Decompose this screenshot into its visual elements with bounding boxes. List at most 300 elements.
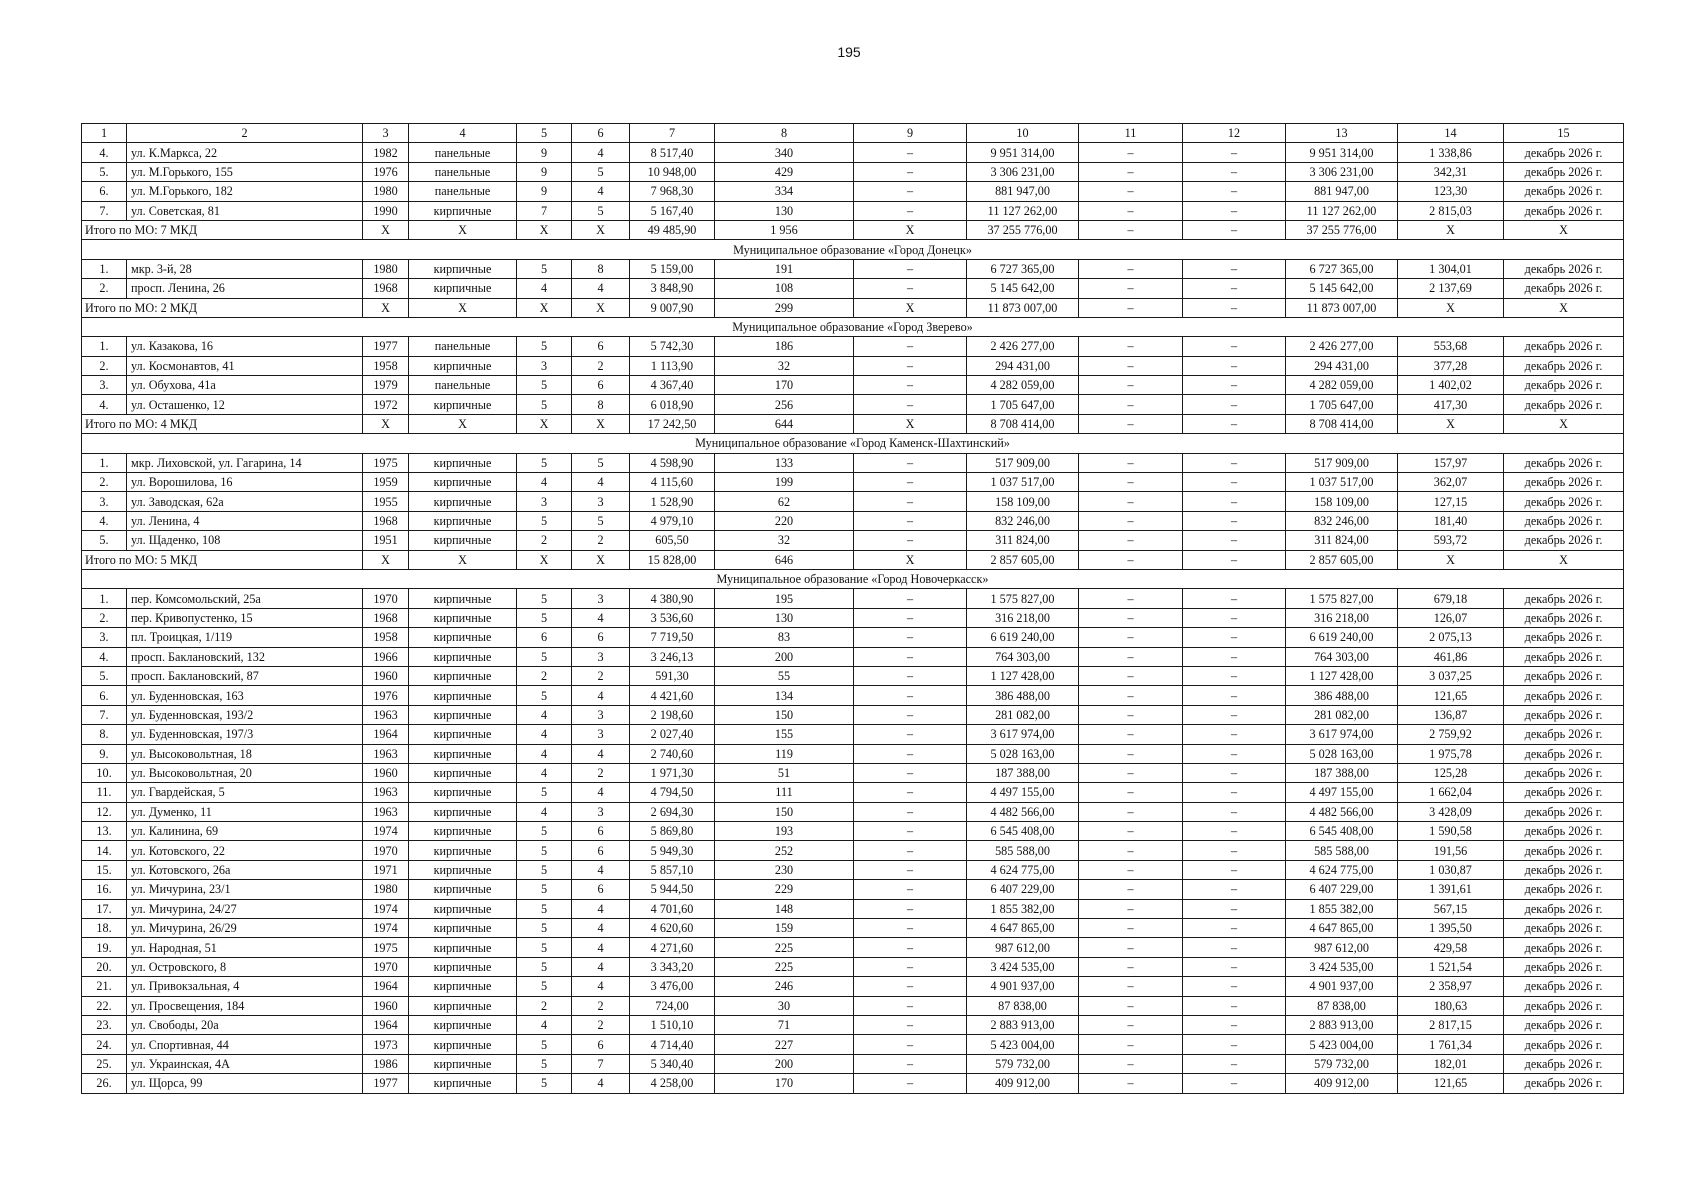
table-row <box>82 899 1624 918</box>
table-cell: 1 113,90 <box>630 356 715 375</box>
column-number-cell: 1 <box>82 124 127 143</box>
table-cell: 2. <box>82 356 127 375</box>
address-cell: ул. Народная, 51 <box>127 938 363 957</box>
column-number-cell: 12 <box>1183 124 1286 143</box>
table-cell: 2 <box>517 996 572 1015</box>
table-cell: 8 708 414,00 <box>1286 414 1398 433</box>
table-cell: 4 <box>572 608 630 627</box>
table-cell: 593,72 <box>1398 531 1504 550</box>
table-cell: 4 <box>572 143 630 162</box>
table-cell: 1964 <box>363 1015 409 1034</box>
table-cell: 6 <box>572 822 630 841</box>
table-cell: панельные <box>409 182 517 201</box>
table-cell: 1. <box>82 259 127 278</box>
table-cell: 6. <box>82 182 127 201</box>
table-cell: – <box>854 860 967 879</box>
table-cell: 4 598,90 <box>630 453 715 472</box>
table-cell: декабрь 2026 г. <box>1504 744 1624 763</box>
table-cell: 7. <box>82 705 127 724</box>
table-cell: – <box>1079 298 1183 317</box>
table-cell: 15 828,00 <box>630 550 715 569</box>
table-cell: декабрь 2026 г. <box>1504 492 1624 511</box>
table-row <box>82 589 1624 608</box>
table-cell: 299 <box>715 298 854 317</box>
table-cell: – <box>1183 492 1286 511</box>
table-cell: 1 705 647,00 <box>1286 395 1398 414</box>
table-cell: декабрь 2026 г. <box>1504 531 1624 550</box>
table-cell: 567,15 <box>1398 899 1504 918</box>
table-cell: 585 588,00 <box>967 841 1079 860</box>
table-cell: X <box>1504 550 1624 569</box>
table-cell: 3 476,00 <box>630 977 715 996</box>
table-cell: 3. <box>82 628 127 647</box>
address-cell: пер. Комсомольский, 25а <box>127 589 363 608</box>
table-cell: 37 255 776,00 <box>1286 220 1398 239</box>
table-cell: декабрь 2026 г. <box>1504 938 1624 957</box>
table-cell: декабрь 2026 г. <box>1504 822 1624 841</box>
table-cell: 159 <box>715 919 854 938</box>
table-cell: кирпичные <box>409 880 517 899</box>
table-cell: – <box>1079 744 1183 763</box>
table-cell: X <box>409 550 517 569</box>
table-cell: кирпичные <box>409 1015 517 1034</box>
table-cell: – <box>1079 356 1183 375</box>
table-cell: 3 617 974,00 <box>1286 725 1398 744</box>
municipality-heading: Муниципальное образование «Город Зверево» <box>82 317 1624 336</box>
table-cell: 334 <box>715 182 854 201</box>
table-cell: 4 <box>572 919 630 938</box>
table-cell: 121,65 <box>1398 686 1504 705</box>
table-cell: 246 <box>715 977 854 996</box>
table-cell: – <box>1079 182 1183 201</box>
table-cell: 130 <box>715 201 854 220</box>
table-cell: – <box>1183 143 1286 162</box>
table-cell: 119 <box>715 744 854 763</box>
table-row <box>82 647 1624 666</box>
table-cell: 1 395,50 <box>1398 919 1504 938</box>
table-cell: 5 <box>572 162 630 181</box>
table-cell: – <box>1183 1035 1286 1054</box>
table-cell: 19. <box>82 938 127 957</box>
table-cell: – <box>854 938 967 957</box>
table-cell: 22. <box>82 996 127 1015</box>
table-cell: 1980 <box>363 182 409 201</box>
column-number-row <box>82 124 1624 143</box>
table-cell: – <box>1183 686 1286 705</box>
table-cell: – <box>854 880 967 899</box>
table-cell: – <box>1079 162 1183 181</box>
table-cell: 2 <box>517 531 572 550</box>
table-cell: X <box>1398 550 1504 569</box>
table-cell: 4 701,60 <box>630 899 715 918</box>
table-cell: – <box>854 1074 967 1093</box>
table-cell: декабрь 2026 г. <box>1504 1074 1624 1093</box>
table-cell: 2 <box>572 356 630 375</box>
table-cell: 158 109,00 <box>967 492 1079 511</box>
table-cell: декабрь 2026 г. <box>1504 802 1624 821</box>
table-cell: 5 857,10 <box>630 860 715 879</box>
table-cell: 4 901 937,00 <box>967 977 1079 996</box>
table-cell: 3 <box>572 705 630 724</box>
table-cell: 6 727 365,00 <box>1286 259 1398 278</box>
table-cell: – <box>854 686 967 705</box>
table-cell: 591,30 <box>630 666 715 685</box>
table-cell: – <box>1183 1054 1286 1073</box>
table-cell: 9 007,90 <box>630 298 715 317</box>
table-cell: – <box>1183 705 1286 724</box>
table-cell: 281 082,00 <box>967 705 1079 724</box>
table-cell: 4 <box>572 860 630 879</box>
municipality-heading: Муниципальное образование «Город Каменск-Шахтинский» <box>82 434 1624 453</box>
table-cell: 1966 <box>363 647 409 666</box>
table-cell: декабрь 2026 г. <box>1504 201 1624 220</box>
table-row <box>82 279 1624 298</box>
table-cell: декабрь 2026 г. <box>1504 841 1624 860</box>
table-cell: 186 <box>715 337 854 356</box>
table-cell: декабрь 2026 г. <box>1504 473 1624 492</box>
table-cell: – <box>854 802 967 821</box>
table-cell: кирпичные <box>409 453 517 472</box>
table-cell: 881 947,00 <box>1286 182 1398 201</box>
table-cell: 1990 <box>363 201 409 220</box>
table-cell: – <box>1183 453 1286 472</box>
table-cell: 125,28 <box>1398 763 1504 782</box>
table-cell: панельные <box>409 376 517 395</box>
subtotal-row <box>82 550 1624 569</box>
address-cell: ул. Советская, 81 <box>127 201 363 220</box>
table-cell: кирпичные <box>409 705 517 724</box>
table-cell: 2 817,15 <box>1398 1015 1504 1034</box>
table-cell: 24. <box>82 1035 127 1054</box>
table-cell: 5 <box>517 376 572 395</box>
table-cell: – <box>854 666 967 685</box>
table-cell: 229 <box>715 880 854 899</box>
table-cell: 2 <box>572 1015 630 1034</box>
table-cell: 5 <box>517 589 572 608</box>
table-cell: декабрь 2026 г. <box>1504 279 1624 298</box>
table-cell: – <box>1183 337 1286 356</box>
table-row <box>82 938 1624 957</box>
table-cell: 6 619 240,00 <box>967 628 1079 647</box>
table-cell: кирпичные <box>409 279 517 298</box>
table-cell: 4 <box>572 473 630 492</box>
table-cell: 2. <box>82 279 127 298</box>
table-row <box>82 919 1624 938</box>
subtotal-row <box>82 298 1624 317</box>
address-cell: просп. Баклановский, 87 <box>127 666 363 685</box>
table-cell: 25. <box>82 1054 127 1073</box>
table-cell: 4 <box>517 279 572 298</box>
table-cell: 1976 <box>363 162 409 181</box>
table-cell: 4 <box>572 938 630 957</box>
table-cell: 1982 <box>363 143 409 162</box>
table-cell: 2 759,92 <box>1398 725 1504 744</box>
address-cell: ул. Просвещения, 184 <box>127 996 363 1015</box>
table-cell: 5 <box>517 395 572 414</box>
table-cell: 5 <box>572 511 630 530</box>
table-cell: декабрь 2026 г. <box>1504 783 1624 802</box>
table-cell: 294 431,00 <box>1286 356 1398 375</box>
table-cell: декабрь 2026 г. <box>1504 337 1624 356</box>
table-cell: 1 855 382,00 <box>1286 899 1398 918</box>
table-cell: 724,00 <box>630 996 715 1015</box>
table-cell: – <box>1079 919 1183 938</box>
table-cell: декабрь 2026 г. <box>1504 511 1624 530</box>
table-cell: 148 <box>715 899 854 918</box>
table-cell: 4 714,40 <box>630 1035 715 1054</box>
table-cell: 111 <box>715 783 854 802</box>
table-cell: – <box>1183 259 1286 278</box>
table-cell: кирпичные <box>409 492 517 511</box>
address-cell: ул. Мичурина, 26/29 <box>127 919 363 938</box>
municipality-heading: Муниципальное образование «Город Донецк» <box>82 240 1624 259</box>
table-cell: 605,50 <box>630 531 715 550</box>
table-cell: кирпичные <box>409 763 517 782</box>
table-cell: 199 <box>715 473 854 492</box>
table-cell: – <box>1183 356 1286 375</box>
address-cell: мкр. 3-й, 28 <box>127 259 363 278</box>
table-cell: 11 127 262,00 <box>1286 201 1398 220</box>
table-cell: – <box>1183 822 1286 841</box>
table-cell: – <box>1079 589 1183 608</box>
table-row <box>82 841 1624 860</box>
address-cell: ул. Мичурина, 23/1 <box>127 880 363 899</box>
table-cell: 5 <box>517 899 572 918</box>
table-cell: 6 <box>517 628 572 647</box>
table-cell: 2 694,30 <box>630 802 715 821</box>
table-cell: 294 431,00 <box>967 356 1079 375</box>
table-cell: – <box>1079 1074 1183 1093</box>
table-cell: 7 <box>572 1054 630 1073</box>
subtotal-label: Итого по МО: 7 МКД <box>82 220 363 239</box>
table-cell: 429,58 <box>1398 938 1504 957</box>
table-cell: – <box>854 511 967 530</box>
table-cell: 764 303,00 <box>967 647 1079 666</box>
table-cell: 9 <box>517 182 572 201</box>
table-cell: 5 145 642,00 <box>1286 279 1398 298</box>
table-cell: – <box>854 162 967 181</box>
table-cell: 3 <box>572 647 630 666</box>
table-cell: – <box>854 143 967 162</box>
table-cell: 5 <box>517 919 572 938</box>
table-cell: 14. <box>82 841 127 860</box>
table-cell: 15. <box>82 860 127 879</box>
table-cell: 1975 <box>363 453 409 472</box>
table-cell: – <box>1183 608 1286 627</box>
table-cell: 127,15 <box>1398 492 1504 511</box>
table-cell: 5 <box>517 511 572 530</box>
table-cell: 5 145 642,00 <box>967 279 1079 298</box>
table-cell: – <box>1183 996 1286 1015</box>
table-cell: 7 719,50 <box>630 628 715 647</box>
table-row <box>82 1074 1624 1093</box>
table-cell: 1974 <box>363 822 409 841</box>
table-cell: 2 <box>572 666 630 685</box>
table-cell: декабрь 2026 г. <box>1504 162 1624 181</box>
table-cell: 342,31 <box>1398 162 1504 181</box>
table-cell: 123,30 <box>1398 182 1504 201</box>
column-number-cell: 7 <box>630 124 715 143</box>
column-number-cell: 10 <box>967 124 1079 143</box>
address-cell: ул. Спортивная, 44 <box>127 1035 363 1054</box>
table-cell: 9. <box>82 744 127 763</box>
address-cell: ул. Котовского, 26а <box>127 860 363 879</box>
table-cell: – <box>854 841 967 860</box>
table-cell: 1976 <box>363 686 409 705</box>
table-cell: X <box>1398 414 1504 433</box>
table-cell: 230 <box>715 860 854 879</box>
table-cell: 4 115,60 <box>630 473 715 492</box>
table-cell: 5 <box>572 453 630 472</box>
table-cell: 1959 <box>363 473 409 492</box>
table-cell: 517 909,00 <box>1286 453 1398 472</box>
table-cell: декабрь 2026 г. <box>1504 589 1624 608</box>
table-cell: – <box>1183 880 1286 899</box>
table-cell: панельные <box>409 143 517 162</box>
table-cell: – <box>1183 841 1286 860</box>
table-cell: декабрь 2026 г. <box>1504 376 1624 395</box>
table-cell: 5 <box>572 201 630 220</box>
table-cell: 377,28 <box>1398 356 1504 375</box>
table-row <box>82 376 1624 395</box>
table-cell: – <box>1079 996 1183 1015</box>
table-cell: 1980 <box>363 259 409 278</box>
table-cell: 1958 <box>363 628 409 647</box>
table-cell: декабрь 2026 г. <box>1504 705 1624 724</box>
table-row <box>82 259 1624 278</box>
table-cell: 386 488,00 <box>1286 686 1398 705</box>
table-cell: – <box>1079 763 1183 782</box>
table-cell: 220 <box>715 511 854 530</box>
table-cell: X <box>854 550 967 569</box>
table-cell: 2 358,97 <box>1398 977 1504 996</box>
table-cell: 4 <box>572 1074 630 1093</box>
table-cell: 26. <box>82 1074 127 1093</box>
table-cell: 1958 <box>363 356 409 375</box>
table-cell: 4 380,90 <box>630 589 715 608</box>
table-cell: – <box>854 1035 967 1054</box>
table-cell: 1968 <box>363 279 409 298</box>
address-cell: ул. М.Горького, 155 <box>127 162 363 181</box>
table-cell: 170 <box>715 376 854 395</box>
table-cell: 4 <box>572 279 630 298</box>
table-cell: 4 901 937,00 <box>1286 977 1398 996</box>
table-cell: 832 246,00 <box>1286 511 1398 530</box>
table-cell: 679,18 <box>1398 589 1504 608</box>
table-cell: 191,56 <box>1398 841 1504 860</box>
table-cell: 5 <box>517 841 572 860</box>
table-cell: 108 <box>715 279 854 298</box>
table-cell: 5 028 163,00 <box>967 744 1079 763</box>
table-cell: 881 947,00 <box>967 182 1079 201</box>
table-cell: декабрь 2026 г. <box>1504 1054 1624 1073</box>
column-number-cell: 13 <box>1286 124 1398 143</box>
table-cell: 3 617 974,00 <box>967 725 1079 744</box>
table-cell: 256 <box>715 395 854 414</box>
table-cell: 3 306 231,00 <box>1286 162 1398 181</box>
table-cell: X <box>409 220 517 239</box>
table-cell: 16. <box>82 880 127 899</box>
table-cell: 1977 <box>363 1074 409 1093</box>
table-cell: 10. <box>82 763 127 782</box>
table-cell: – <box>1183 647 1286 666</box>
address-cell: ул. Заводская, 62а <box>127 492 363 511</box>
table-cell: декабрь 2026 г. <box>1504 996 1624 1015</box>
table-cell: 8 <box>572 395 630 414</box>
table-row <box>82 957 1624 976</box>
table-cell: декабрь 2026 г. <box>1504 453 1624 472</box>
table-cell: 4. <box>82 511 127 530</box>
table-cell: 1970 <box>363 957 409 976</box>
table-cell: – <box>854 279 967 298</box>
table-cell: 3 424 535,00 <box>1286 957 1398 976</box>
address-cell: ул. Буденновская, 197/3 <box>127 725 363 744</box>
table-cell: 6 <box>572 376 630 395</box>
table-cell: – <box>1183 860 1286 879</box>
table-cell: 1 528,90 <box>630 492 715 511</box>
table-cell: – <box>1183 220 1286 239</box>
table-cell: 191 <box>715 259 854 278</box>
table-cell: 1 391,61 <box>1398 880 1504 899</box>
table-cell: – <box>1079 880 1183 899</box>
table-row <box>82 1035 1624 1054</box>
table-cell: 5 <box>517 1035 572 1054</box>
table-cell: X <box>572 550 630 569</box>
table-cell: 187 388,00 <box>967 763 1079 782</box>
table-cell: декабрь 2026 г. <box>1504 182 1624 201</box>
address-cell: ул. Украинская, 4А <box>127 1054 363 1073</box>
table-cell: 3 424 535,00 <box>967 957 1079 976</box>
table-cell: 3 536,60 <box>630 608 715 627</box>
table-cell: 4 <box>572 957 630 976</box>
table-cell: 2 857 605,00 <box>1286 550 1398 569</box>
table-cell: 5 <box>517 647 572 666</box>
address-cell: ул. Свободы, 20а <box>127 1015 363 1034</box>
table-row <box>82 1054 1624 1073</box>
table-cell: – <box>854 647 967 666</box>
table-cell: декабрь 2026 г. <box>1504 880 1624 899</box>
table-cell: декабрь 2026 г. <box>1504 143 1624 162</box>
column-number-cell: 14 <box>1398 124 1504 143</box>
table-cell: X <box>517 298 572 317</box>
table-cell: – <box>1079 1015 1183 1034</box>
table-cell: X <box>517 550 572 569</box>
table-cell: – <box>1183 511 1286 530</box>
table-cell: X <box>1504 298 1624 317</box>
table-cell: 4 624 775,00 <box>967 860 1079 879</box>
table-cell: 11. <box>82 783 127 802</box>
table-cell: 1973 <box>363 1035 409 1054</box>
table-cell: – <box>1079 220 1183 239</box>
table-cell: – <box>1079 395 1183 414</box>
table-cell: 121,65 <box>1398 1074 1504 1093</box>
table-row <box>82 473 1624 492</box>
address-cell: ул. Ленина, 4 <box>127 511 363 530</box>
table-cell: – <box>1183 550 1286 569</box>
table-cell: кирпичные <box>409 356 517 375</box>
table-cell: кирпичные <box>409 647 517 666</box>
column-number-cell: 2 <box>127 124 363 143</box>
table-cell: 6 018,90 <box>630 395 715 414</box>
table-cell: 4 <box>572 686 630 705</box>
table-cell: – <box>1183 531 1286 550</box>
table-cell: 3 428,09 <box>1398 802 1504 821</box>
table-cell: – <box>1079 376 1183 395</box>
table-cell: 461,86 <box>1398 647 1504 666</box>
table-cell: – <box>1079 259 1183 278</box>
table-cell: 200 <box>715 647 854 666</box>
table-cell: – <box>854 337 967 356</box>
